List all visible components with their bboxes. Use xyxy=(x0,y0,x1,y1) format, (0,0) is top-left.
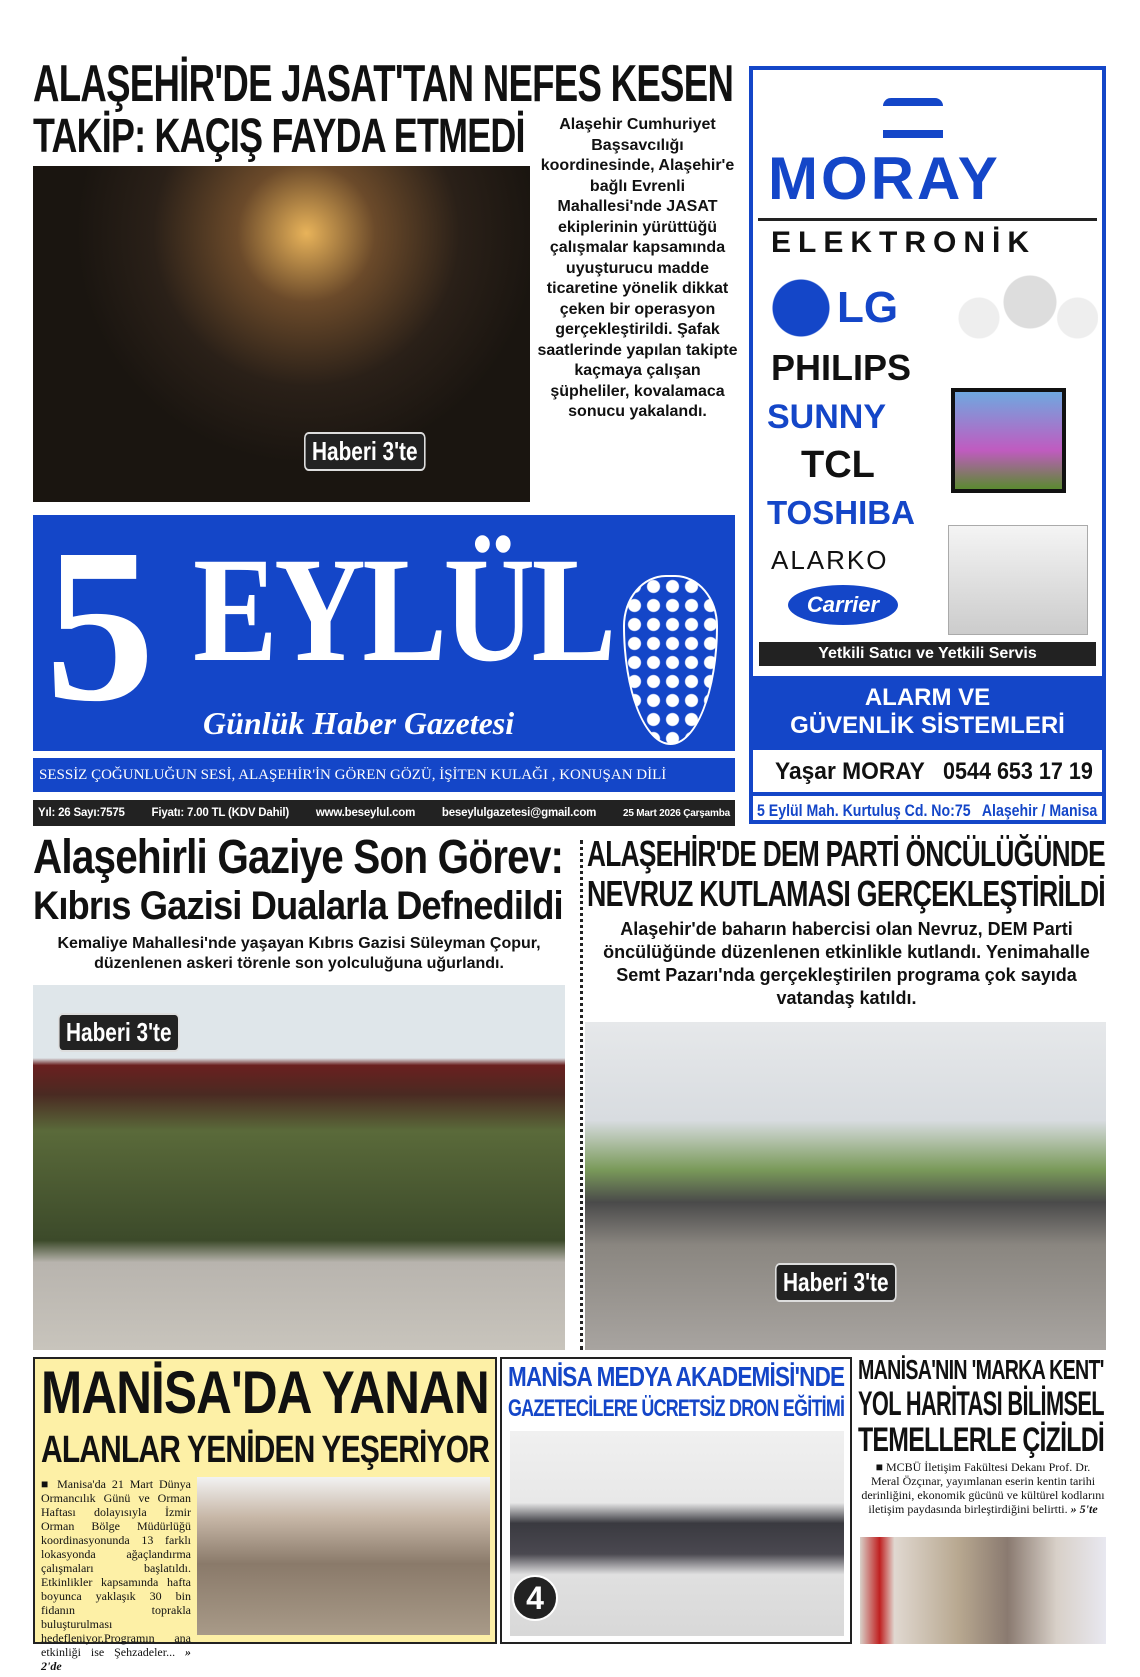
story1-headline-line1: ALAŞEHİR'DE JASAT'TAN NEFES KESEN xyxy=(33,55,734,113)
moray-ad[interactable] xyxy=(749,66,1106,824)
ad-sub: ELEKTRONİK xyxy=(771,226,1036,259)
story5-headline-2: GAZETECİLERE ÜCRETSİZ DRON EĞİTİMİ xyxy=(508,1395,845,1422)
website-link[interactable]: www.beseylul.com xyxy=(315,807,416,819)
email-link[interactable]: beseylulgazetesi@gmail.com xyxy=(441,807,597,819)
ad-person: Yaşar MORAY xyxy=(775,758,925,785)
column-divider xyxy=(580,840,583,1350)
tv-image xyxy=(951,388,1066,493)
masthead[interactable] xyxy=(33,515,735,751)
story6-body xyxy=(860,1460,1106,1516)
story6-text: ■ MCBÜ İletişim Fakültesi Dekanı Prof. Dr. Meral Özçınar, yayımlanan eserin kentin tarihi derinliğini, ekonomik gücünü ve kültürel kodlarını iletişim paydasında birleştirdiğini belirtti. xyxy=(861,1460,1105,1516)
masthead-slogan: SESSİZ ÇOĞUNLUĞUN SESİ, ALAŞEHİR'İN GÖREN GÖZÜ, İŞİTEN KULAĞI , KONUŞAN DİLİ xyxy=(39,767,667,783)
story4-box[interactable] xyxy=(33,1357,497,1673)
story1-headline[interactable] xyxy=(33,55,738,113)
story3-headline-2[interactable]: NEVRUZ KUTLAMASI GERÇEKLEŞTİRİLDİ xyxy=(587,873,1106,914)
story2-badge[interactable]: Haberi 3'te xyxy=(58,1013,180,1052)
story5-headline-1: MANİSA MEDYA AKADEMİSİ'NDE xyxy=(508,1361,845,1392)
ac-image xyxy=(948,525,1088,635)
story4-photo xyxy=(197,1477,490,1635)
story1-photo[interactable] xyxy=(33,166,530,502)
lg-logo: LG xyxy=(771,278,898,338)
story6-photo[interactable] xyxy=(860,1537,1106,1644)
story4-ref[interactable]: » 2'de xyxy=(41,1645,191,1673)
masthead-name: EYLÜL xyxy=(193,527,613,693)
story3-headline-1[interactable]: ALAŞEHİR'DE DEM PARTİ ÖNCÜLÜĞÜNDE xyxy=(587,833,1105,874)
sunny-logo: SUNNY xyxy=(767,398,887,436)
story3-badge[interactable]: Haberi 3'te xyxy=(775,1263,897,1302)
info-bar xyxy=(33,800,735,826)
story5-photo xyxy=(510,1431,844,1636)
ad-alarm-2: GÜVENLİK SİSTEMLERİ xyxy=(790,712,1065,739)
story2-headline-2[interactable]: Kıbrıs Gazisi Dualarla Defnedildi xyxy=(33,884,563,928)
carrier-logo: Carrier xyxy=(788,585,898,625)
story1-badge[interactable]: Haberi 3'te xyxy=(304,432,426,471)
moray-logo-icon xyxy=(883,98,943,138)
story5-box[interactable] xyxy=(500,1357,852,1644)
story6-headline-1[interactable]: MANİSA'NIN 'MARKA KENT' xyxy=(858,1354,1104,1385)
ad-brand: MORAY xyxy=(768,145,1001,212)
ad-address: 5 Eylül Mah. Kurtuluş Cd. No:75 Alaşehir / Manisa xyxy=(757,801,1098,820)
story1-body: Alaşehir Cumhuriyet Başsavcılığı koordinesinde, Alaşehir'e bağlı Evrenli Mahallesi'nde JASAT ekiplerinin yürüttüğü çalışmalar kapsamında uyuşturucu madde ticaretine yönelik dikkat çeken bir operasyon gerçekleştirildi. Şafak saatlerinde yapılan takipte kaçmaya çalışan şüpheliler, kovalamaca sonucu yakalandı. xyxy=(537,116,738,420)
masthead-slogan-bar xyxy=(33,758,735,792)
toshiba-logo: TOSHIBA xyxy=(767,494,915,531)
philips-logo: PHILIPS xyxy=(771,347,912,388)
price: Fiyatı: 7.00 TL (KDV Dahil) xyxy=(151,807,290,819)
story2-body: Kemaliye Mahallesi'nde yaşayan Kıbrıs Gazisi Süleyman Çopur, düzenlenen askeri törenle son yolculuğuna uğurlandı. xyxy=(57,935,541,972)
story4-text: ■ Manisa'da 21 Mart Dünya Ormancılık Günü ve Orman Haftası dolayısıyla İzmir Orman Bölge Müdürlüğü koordinasyonunda 13 farklı lokasyonda ağaçlandırma çalışmaları başlatıldı. Etkinlikler kapsamında hafta boyunca yaklaşık 30 bin fidanın toprakla buluşturulması hedefleniyor.Programın ana etkinliği ise Şehzadeler... xyxy=(41,1477,191,1659)
ad-alarm-1: ALARM VE xyxy=(864,684,991,711)
story1-headline-line2: TAKİP: KAÇIŞ FAYDA ETMEDİ xyxy=(33,110,525,163)
story4-headline-2: ALANLAR YENİDEN YEŞERİYOR xyxy=(41,1429,490,1471)
story2-headline-1[interactable]: Alaşehirli Gaziye Son Görev: xyxy=(33,831,564,884)
issue-date: 25 Mart 2026 Çarşamba xyxy=(622,807,730,819)
tcl-logo: TCL xyxy=(801,444,875,486)
masthead-number: 5 xyxy=(45,515,155,747)
masthead-tagline: Günlük Haber Gazetesi xyxy=(203,705,515,741)
alarko-logo: ALARKO xyxy=(771,545,889,575)
story4-body xyxy=(41,1477,191,1673)
story6-ref[interactable]: » 5'te xyxy=(1070,1502,1098,1516)
story6-headline-3[interactable]: TEMELLERLE ÇİZİLDİ xyxy=(858,1421,1105,1459)
cameras-image xyxy=(928,270,1098,350)
ad-phone[interactable]: 0544 653 17 19 xyxy=(943,758,1093,785)
story3-body: Alaşehir'de baharın habercisi olan Nevruz, DEM Parti öncülüğünde düzenlenen etkinlikle kutlandı. Yenimahalle Semt Pazarı'nda gerçekleştirilen programa çok sayıda vatandaş katıldı. xyxy=(603,919,1090,1008)
story4-headline-1: MANİSA'DA YANAN xyxy=(41,1359,489,1426)
issue-number: Yıl: 26 Sayı:7575 xyxy=(38,807,125,819)
page-number-badge[interactable]: 4 xyxy=(512,1575,558,1621)
grapes-icon xyxy=(623,575,718,745)
story6-headline-2[interactable]: YOL HARİTASI BİLİMSEL xyxy=(858,1385,1104,1423)
ad-dealer: Yetkili Satıcı ve Yetkili Servis xyxy=(759,642,1096,666)
